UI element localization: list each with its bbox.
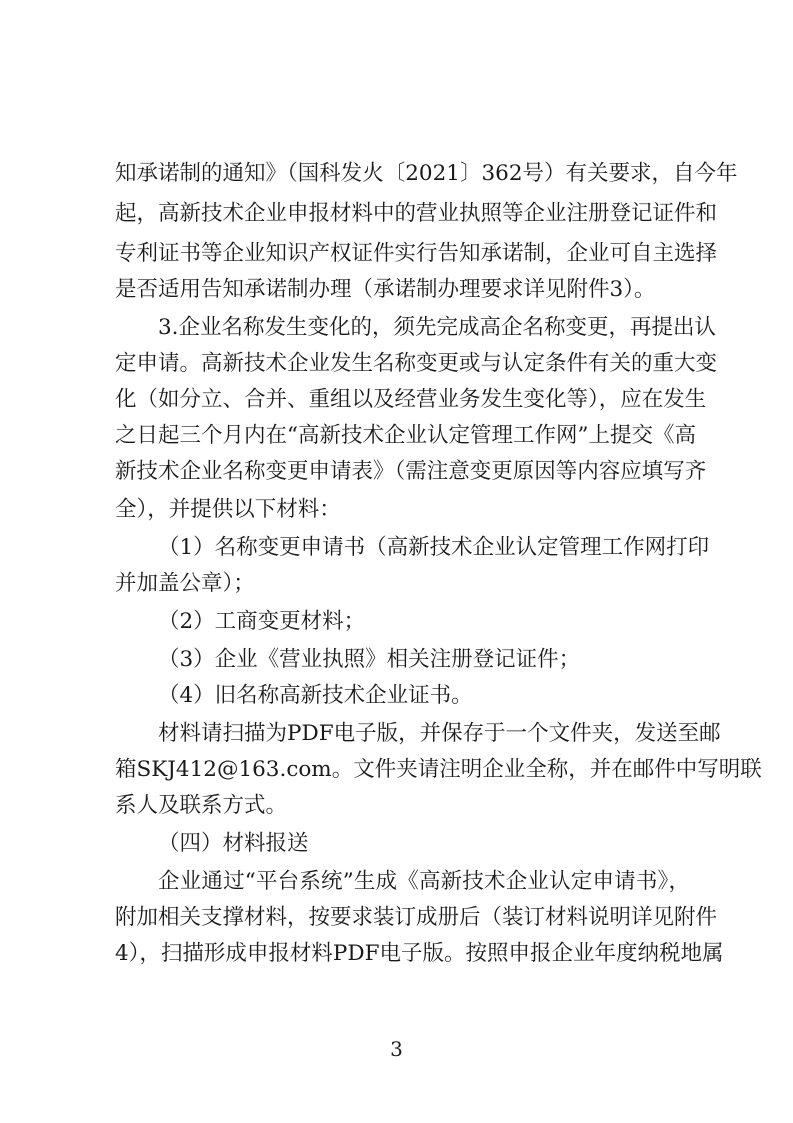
body-line: 新技术企业名称变更申请表》（需注意变更原因等内容应填写齐 — [115, 459, 707, 484]
body-line: 4），扫描形成申报材料PDF电子版。按照申报企业年度纳税地属 — [115, 941, 724, 966]
page-number: 3 — [390, 1037, 403, 1061]
body-line: 并加盖公章）； — [115, 571, 255, 596]
list-item: （1）名称变更申请书（高新技术企业认定管理工作网打印 — [158, 535, 710, 560]
body-line: 起，高新技术企业申报材料中的营业执照等企业注册登记证件和 — [115, 201, 718, 226]
body-line: 知承诺制的通知》（国科发火〔2021〕362号）有关要求，自今年 — [115, 161, 738, 186]
paragraph-first-line: 企业通过“平台系统”生成《高新技术企业认定申请书》， — [158, 869, 690, 894]
body-line: 是否适用告知承诺制办理（承诺制办理要求详见附件3）。 — [115, 277, 656, 302]
list-item: （2）工商变更材料； — [158, 609, 366, 634]
body-line: 箱SKJ412@163.com。文件夹请注明企业全称，并在邮件中写明联 — [115, 757, 762, 782]
list-item: （4）旧名称高新技术企业证书。 — [158, 683, 473, 708]
body-line: 全），并提供以下材料： — [115, 497, 341, 522]
body-line: 定申请。高新技术企业发生名称变更或与认定条件有关的重大变 — [115, 351, 718, 376]
body-line: 化（如分立、合并、重组以及经营业务发生变化等），应在发生 — [115, 387, 707, 412]
paragraph-first-line: 材料请扫描为PDF电子版，并保存于一个文件夹，发送至邮 — [158, 721, 721, 746]
body-line: 之日起三个月内在“高新技术企业认定管理工作网”上提交《高 — [115, 423, 696, 448]
body-line: 附加相关支撑材料，按要求装订成册后（装订材料说明详见附件 — [115, 905, 718, 930]
body-line: 系人及联系方式。 — [115, 793, 288, 818]
section-heading: （四）材料报送 — [158, 831, 309, 856]
body-line: 专利证书等企业知识产权证件实行告知承诺制，企业可自主选择 — [115, 241, 718, 266]
list-item: （3）企业《营业执照》相关注册登记证件； — [158, 647, 581, 672]
paragraph-first-line: 3.企业名称发生变化的，须先完成高企名称变更，再提出认 — [158, 315, 717, 340]
